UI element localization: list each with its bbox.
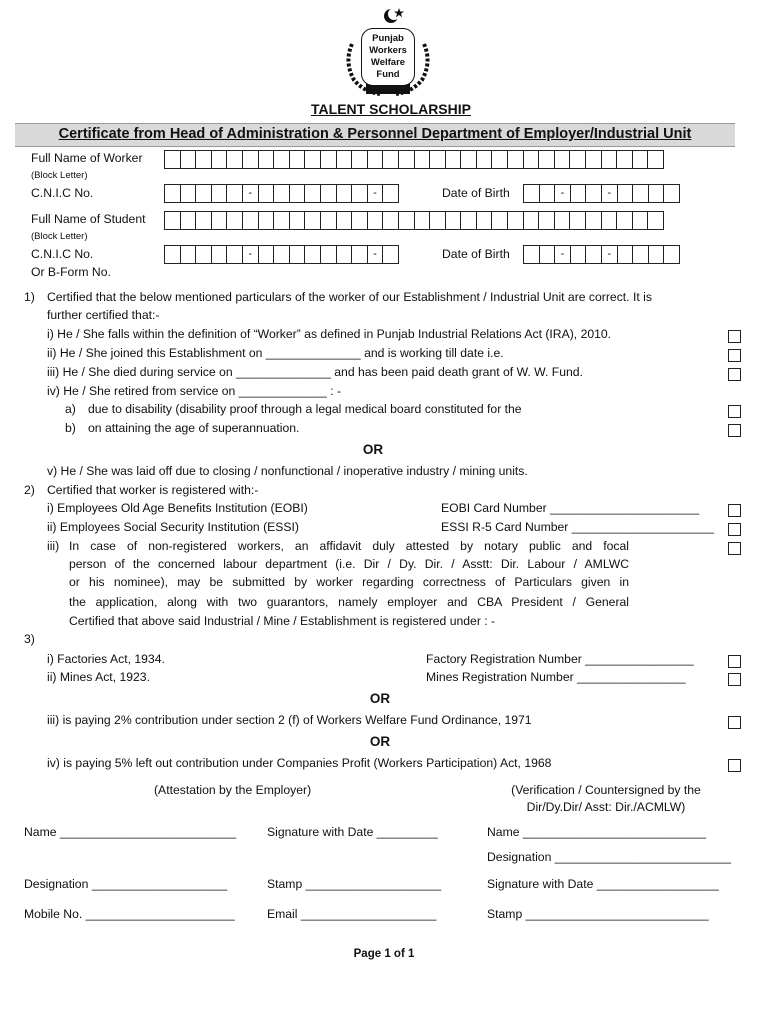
clause-text: i) Employees Old Age Benefits Institution (EOBI) [47,501,308,515]
input-box[interactable] [259,211,275,230]
input-box[interactable] [352,150,368,169]
input-box[interactable] [352,245,368,264]
or-divider: OR [369,691,391,706]
dash-separator: - [555,184,571,203]
input-box[interactable] [290,245,306,264]
clause-text: ii) Mines Act, 1923. [47,670,150,684]
page-footer: Page 1 of 1 [353,948,415,960]
input-box[interactable] [633,211,649,230]
input-box[interactable] [492,150,508,169]
input-box[interactable] [461,150,477,169]
section-heading: Certificate from Head of Administration & Personnel Department of Employer/Industrial Unit [58,126,692,142]
employer-email-field[interactable]: Email ____________________ [267,907,437,921]
section1-intro: Certified that the below mentioned particulars of the worker of our Establishment / Industrial Unit are correct. It is [47,290,652,304]
input-box[interactable] [617,150,633,169]
input-box[interactable] [492,211,508,230]
input-box[interactable] [540,184,556,203]
input-box[interactable] [539,150,555,169]
input-box[interactable] [633,245,649,264]
checkbox[interactable] [728,673,741,686]
input-box[interactable] [430,211,446,230]
input-box[interactable] [524,245,540,264]
section2-intro: Certified that worker is registered with:- [47,483,259,497]
section1-intro: further certified that:- [47,308,160,322]
section-number: 1) [24,290,35,304]
input-box[interactable] [618,245,634,264]
input-box[interactable] [165,211,181,230]
clause-text: ii) Employees Social Security Institution (ESSI) [47,520,299,534]
essi-card-field[interactable]: ESSI R-5 Card Number _____________________ [441,520,715,534]
clause-text: In case of non-registered workers, an affidavit duly attested by notary public and focal [69,539,629,553]
dob-label: Date of Birth [442,247,510,261]
input-box[interactable] [290,150,306,169]
input-box[interactable] [290,211,306,230]
input-box[interactable] [227,211,243,230]
input-box[interactable] [586,150,602,169]
input-box[interactable] [383,245,399,264]
input-box[interactable] [633,184,649,203]
input-box[interactable] [352,184,368,203]
input-box[interactable] [570,211,586,230]
input-box[interactable] [274,245,290,264]
or-divider: OR [362,442,384,457]
employer-name-field[interactable]: Name __________________________ [24,825,237,839]
input-box[interactable] [165,184,181,203]
input-box[interactable] [570,150,586,169]
input-box[interactable] [415,211,431,230]
input-box[interactable] [633,150,649,169]
student-dob-input[interactable] [523,245,680,264]
input-box[interactable] [274,150,290,169]
input-box[interactable] [243,150,259,169]
cnic-label: C.N.I.C No. [31,186,94,200]
checkbox[interactable] [728,759,741,772]
input-box[interactable] [337,184,353,203]
dash-separator: - [602,184,618,203]
section-number: 3) [24,632,35,646]
checkbox[interactable] [728,542,741,555]
input-box[interactable] [259,150,275,169]
worker-name-input[interactable] [164,150,664,169]
input-box[interactable] [477,211,493,230]
input-box[interactable] [461,211,477,230]
checkbox[interactable] [728,349,741,362]
input-box[interactable] [243,211,259,230]
input-box[interactable] [352,211,368,230]
student-name-label: Full Name of Student [31,212,146,226]
input-box[interactable] [586,211,602,230]
factory-registration-field[interactable]: Factory Registration Number ________________ [426,652,694,666]
checkbox[interactable] [728,424,741,437]
worker-name-label: Full Name of Worker [31,151,143,165]
input-box[interactable] [321,150,337,169]
logo-text: Welfare [370,57,406,68]
input-box[interactable] [430,150,446,169]
input-box[interactable] [337,245,353,264]
dash-separator: - [602,245,618,264]
logo-badge [361,28,415,86]
input-box[interactable] [618,184,634,203]
input-box[interactable] [602,211,618,230]
or-divider: OR [369,734,391,749]
verifier-signature-date-field[interactable]: Signature with Date __________________ [487,877,719,891]
input-box[interactable] [259,184,275,203]
input-box[interactable] [648,211,664,230]
input-box[interactable] [571,245,587,264]
clause-text: i) Factories Act, 1934. [47,652,165,666]
input-box[interactable] [196,150,212,169]
input-box[interactable] [259,245,275,264]
employer-mobile-field[interactable]: Mobile No. ______________________ [24,907,235,921]
employer-stamp-field[interactable]: Stamp ____________________ [267,877,442,891]
section-number: 2) [24,483,35,497]
input-box[interactable] [415,150,431,169]
checkbox[interactable] [728,523,741,536]
input-box[interactable] [274,184,290,203]
cnic-label: C.N.I.C No. [31,247,94,261]
block-letter-note: (Block Letter) [31,231,88,242]
checkbox[interactable] [728,504,741,517]
input-box[interactable] [446,150,462,169]
clause-text: person of the concerned labour department (i.e. Dir / Dy. Dir. / Asstt: Dir. Labour / AMLWC [69,557,629,571]
clause-text: ii) He / She joined this Establishment on ______________ and is working till date i.e. [47,346,504,360]
input-box[interactable] [212,211,228,230]
input-box[interactable] [165,245,181,264]
sub-clause-label: b) [65,421,76,435]
dash-separator: - [368,245,384,264]
input-box[interactable] [399,150,415,169]
input-box[interactable] [540,245,556,264]
employer-signature-date-field[interactable]: Signature with Date _________ [267,825,438,839]
input-box[interactable] [274,211,290,230]
input-box[interactable] [321,184,337,203]
student-cnic-input[interactable] [164,245,399,264]
student-name-input[interactable] [164,211,664,230]
clause-label: iii) [47,539,60,553]
input-box[interactable] [524,211,540,230]
input-box[interactable] [212,184,228,203]
dash-separator: - [243,245,259,264]
checkbox[interactable] [728,655,741,668]
input-box[interactable] [664,245,680,264]
input-box[interactable] [227,184,243,203]
clause-text: iv) He / She retired from service on _____________ : - [47,384,342,398]
verifier-stamp-field[interactable]: Stamp ___________________________ [487,907,709,921]
input-box[interactable] [446,211,462,230]
input-box[interactable] [212,150,228,169]
clause-text: or his nominee), may be submitted by worker regarding correctness of Particulars given in [69,575,629,589]
input-box[interactable] [227,245,243,264]
input-box[interactable] [212,245,228,264]
clause-text: iv) is paying 5% left out contribution under Companies Profit (Workers Participation) Act, 1968 [47,756,552,770]
input-box[interactable] [508,211,524,230]
logo-text: Punjab [372,33,404,44]
dash-separator: - [243,184,259,203]
input-box[interactable] [555,211,571,230]
input-box[interactable] [337,150,353,169]
input-box[interactable] [383,184,399,203]
input-box[interactable] [165,150,181,169]
input-box[interactable] [571,184,587,203]
input-box[interactable] [321,211,337,230]
verification-heading: (Verification / Countersigned by the [511,783,701,797]
input-box[interactable] [399,211,415,230]
logo-text: Workers [369,45,407,56]
checkbox[interactable] [728,716,741,729]
page-title: TALENT SCHOLARSHIP [311,101,471,117]
input-box[interactable] [181,184,197,203]
input-box[interactable] [290,184,306,203]
input-box[interactable] [508,150,524,169]
clause-text: the application, along with two guarantors, namely employer and CBA President / General [69,595,629,609]
input-box[interactable] [181,211,197,230]
input-box[interactable] [321,245,337,264]
dob-label: Date of Birth [442,186,510,200]
input-box[interactable] [602,150,618,169]
employer-attestation-heading: (Attestation by the Employer) [154,783,312,797]
input-box[interactable] [617,211,633,230]
input-box[interactable] [305,184,321,203]
input-box[interactable] [196,211,212,230]
clause-text: Certified that above said Industrial / Mine / Establishment is registered under : - [69,614,496,628]
input-box[interactable] [586,184,602,203]
block-letter-note: (Block Letter) [31,170,88,181]
sub-clause-text: due to disability (disability proof through a legal medical board constituted for the [88,402,522,416]
logo-text: Fund [376,69,400,80]
input-box[interactable] [181,150,197,169]
worker-dob-input[interactable] [523,184,680,203]
input-box[interactable] [227,150,243,169]
input-box[interactable] [539,211,555,230]
logo [338,4,438,100]
input-box[interactable] [383,211,399,230]
dash-separator: - [555,245,571,264]
clause-text: iii) is paying 2% contribution under section 2 (f) of Workers Welfare Fund Ordinance, 1971 [47,713,532,727]
sub-clause-label: a) [65,402,76,416]
dash-separator: - [368,184,384,203]
checkbox[interactable] [728,368,741,381]
verifier-designation-field[interactable]: Designation __________________________ [487,850,731,864]
input-box[interactable] [649,184,665,203]
input-box[interactable] [664,184,680,203]
employer-designation-field[interactable]: Designation ____________________ [24,877,228,891]
clause-text: i) He / She falls within the definition of “Worker” as defined in Punjab Industrial Relations Act (IRA), 2010. [47,327,612,341]
input-box[interactable] [305,150,321,169]
clause-text: iii) He / She died during service on ______________ and has been paid death grant of W. W. Fund. [47,365,583,379]
checkbox[interactable] [728,330,741,343]
checkbox[interactable] [728,405,741,418]
input-box[interactable] [586,245,602,264]
input-box[interactable] [196,184,212,203]
input-box[interactable] [383,150,399,169]
input-box[interactable] [524,184,540,203]
clause-text: v) He / She was laid off due to closing / nonfunctional / inoperative industry / mining units. [47,464,528,478]
input-box[interactable] [337,211,353,230]
input-box[interactable] [305,245,321,264]
input-box[interactable] [181,245,197,264]
verification-heading: Dir/Dy.Dir/ Asst: Dir./ACMLW) [526,800,686,814]
worker-cnic-input[interactable] [164,184,399,203]
eobi-card-field[interactable]: EOBI Card Number ______________________ [441,501,700,515]
verifier-name-field[interactable]: Name ___________________________ [487,825,706,839]
input-box[interactable] [196,245,212,264]
input-box[interactable] [555,150,571,169]
sub-clause-text: on attaining the age of superannuation. [88,421,300,435]
mines-registration-field[interactable]: Mines Registration Number ________________ [426,670,686,684]
input-box[interactable] [368,150,384,169]
input-box[interactable] [305,211,321,230]
bform-label: Or B-Form No. [31,265,111,279]
input-box[interactable] [368,211,384,230]
input-box[interactable] [477,150,493,169]
input-box[interactable] [649,245,665,264]
input-box[interactable] [648,150,664,169]
input-box[interactable] [524,150,540,169]
